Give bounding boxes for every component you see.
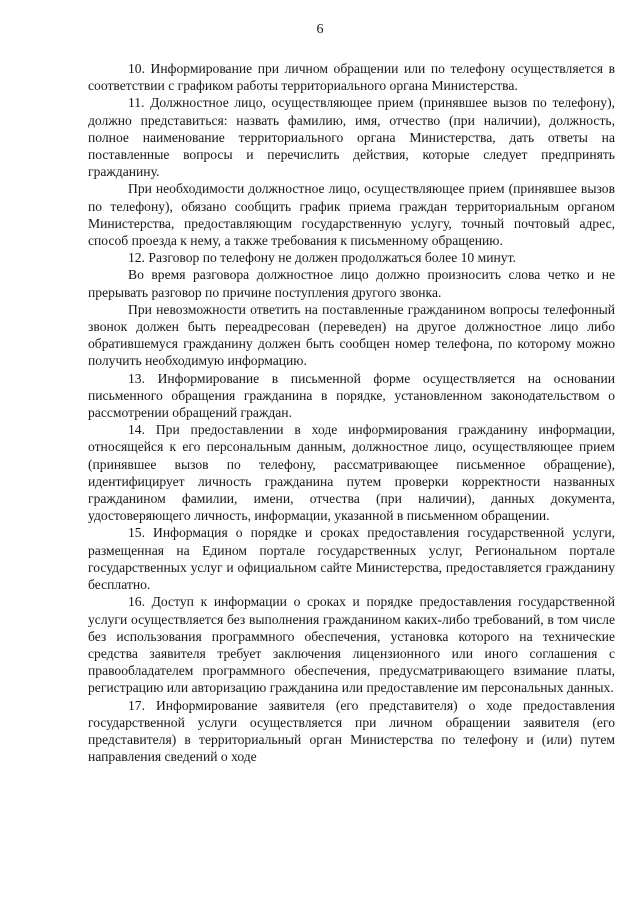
paragraph-17: 17. Информирование заявителя (его представителя) о ходе предоставления государственной услуги осуществляется при личном обращении заявителя (его представителя) в территориальный орган Министерства по телефону и (или) путем направления сведений о ходе [88, 697, 615, 765]
paragraph-11: 11. Должностное лицо, осуществляющее прием (принявшее вызов по телефону), должно представиться: назвать фамилию, имя, отчество (при наличии), должность, полное наименование территориального органа Министерства, дать ответы на поставленные вопросы и перечислить действия, которые следует предпринять гражданину. [88, 95, 615, 180]
paragraph-16: 16. Доступ к информации о сроках и порядке предоставления государственной услуги осуществляется без выполнения гражданином каких-либо требований, в том числе без использования программного обеспечения, установка которого на технические средства заявителя требует заключения лицензионного или иного соглашения с правообладателем программного обеспечения, предусматривающего взимание платы, регистрацию или авторизацию гражданина или предоставление им персональных данных. [88, 594, 615, 696]
paragraph-10: 10. Информирование при личном обращении или по телефону осуществляется в соответствии с графиком работы территориального органа Министерства. [88, 61, 615, 94]
paragraph-14: 14. При предоставлении в ходе информирования гражданину информации, относящейся к его персональным данным, должностное лицо, осуществляющее прием (принявшее вызов по телефону, рассматривающее письменное обращение), идентифицирует личность гражданина путем проверки корректности названных гражданином фамилии, имени, отчества (при наличии), данных документа, удостоверяющего личность, информации, указанной в письменном обращении. [88, 422, 615, 524]
paragraph-15: 15. Информация о порядке и сроках предоставления государственной услуги, размещенная на Едином портале государственных услуг, Региональном портале государственных услуг и официальном сайте Министерства, предоставляется гражданину бесплатно. [88, 525, 615, 593]
page-number: 6 [316, 22, 324, 37]
paragraph-12: 12. Разговор по телефону не должен продолжаться более 10 минут. [128, 250, 516, 266]
document-body [88, 60, 615, 765]
paragraph-13: 13. Информирование в письменной форме осуществляется на основании письменного обращения гражданина в порядке, установленном законодательством о рассмотрении обращений граждан. [88, 370, 615, 421]
paragraph-12-redirect: При невозможности ответить на поставленные гражданином вопросы телефонный звонок должен быть переадресован (переведен) на другое должностное лицо либо обратившемуся гражданину должен быть сообщен номер телефона, по которому можно получить необходимую информацию. [88, 301, 615, 369]
paragraph-11-necessity: При необходимости должностное лицо, осуществляющее прием (принявшее вызов по телефону), обязано сообщить график приема граждан территориальным органом Министерства, предоставляющим государственную услугу, точный почтовый адрес, способ проезда к нему, а также требования к письменному обращению. [88, 181, 615, 249]
paragraph-12-conversation: Во время разговора должностное лицо должно произносить слова четко и не прерывать разговор по причине поступления другого звонка. [88, 267, 615, 300]
